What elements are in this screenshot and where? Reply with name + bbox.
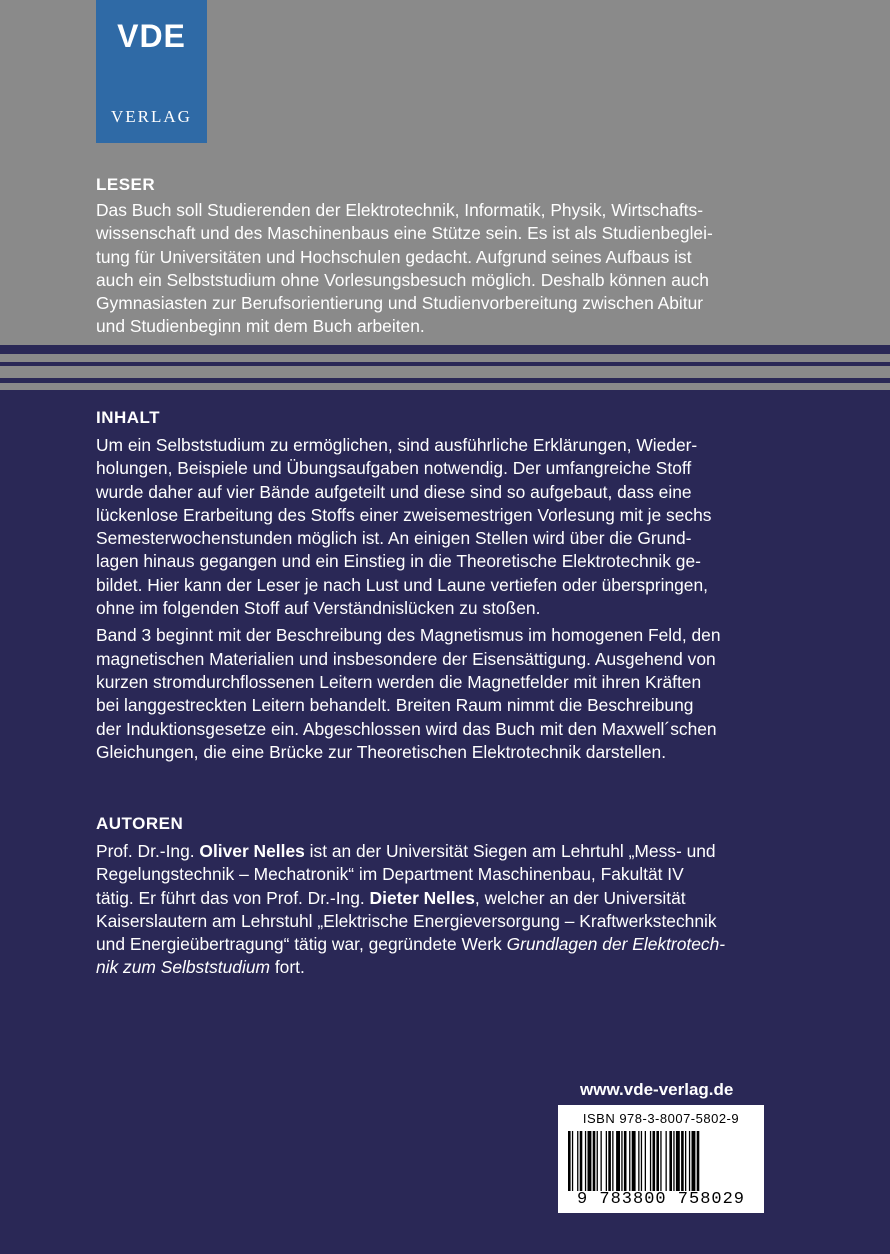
barcode-bar bbox=[572, 1131, 573, 1191]
author-name-dieter: Dieter Nelles bbox=[369, 887, 475, 908]
text-span: ist an der Universität Siegen am Lehrtuhl „Mess- und bbox=[304, 841, 716, 861]
barcode-bar bbox=[580, 1131, 583, 1191]
stripe-divider bbox=[0, 366, 890, 378]
text-line: Regelungstechnik – Mechatronik“ im Department Maschinenbau, Fakultät IV bbox=[96, 864, 684, 885]
barcode-bar bbox=[629, 1131, 630, 1191]
text-span: Prof. Dr.-Ing. bbox=[96, 841, 200, 861]
barcode-bar bbox=[673, 1131, 674, 1191]
text-span: und Energieübertragung“ tätig war, gegründete Werk bbox=[96, 934, 507, 955]
text-line: holungen, Beispiele und Übungsaufgaben notwendig. Der umfangreiche Stoff bbox=[96, 458, 692, 479]
barcode-bar bbox=[577, 1131, 578, 1191]
book-title: nik zum Selbststudium bbox=[96, 957, 270, 978]
barcode-bar bbox=[681, 1131, 684, 1191]
barcode-bar bbox=[612, 1131, 613, 1191]
barcode-bar bbox=[568, 1131, 571, 1191]
barcode-bar bbox=[632, 1131, 636, 1191]
barcode-bar bbox=[638, 1131, 639, 1191]
text-line: Um ein Selbststudium zu ermöglichen, sind ausführliche Erklärungen, Wieder- bbox=[96, 435, 698, 455]
text-line: magnetischen Materialien und insbesondere der Eisensättigung. Ausgehend von bbox=[96, 648, 716, 669]
barcode-number: 9 783800 758029 bbox=[576, 1190, 746, 1209]
author-name-oliver: Oliver Nelles bbox=[199, 841, 305, 861]
barcode-bar bbox=[608, 1131, 611, 1191]
barcode-bar bbox=[585, 1131, 586, 1191]
inhalt-heading: INHALT bbox=[96, 408, 161, 427]
inhalt-paragraph-1 bbox=[96, 434, 766, 620]
barcode-bar bbox=[624, 1131, 627, 1191]
text-span: , welcher an der Universität bbox=[474, 887, 686, 908]
text-line: Kaiserslautern am Lehrstuhl „Elektrische Energieversorgung – Kraftwerkstechnik bbox=[96, 910, 717, 931]
vde-verlag-logo bbox=[96, 0, 207, 143]
barcode-bar bbox=[669, 1131, 672, 1191]
barcode-bar bbox=[653, 1131, 656, 1191]
barcode-bars bbox=[568, 1131, 754, 1191]
text-line: Band 3 beginnt mit der Beschreibung des Magnetismus im homogenen Feld, den bbox=[96, 625, 721, 646]
isbn-label: ISBN 978-3-8007-5802-9 bbox=[582, 1111, 740, 1126]
leser-heading: LESER bbox=[96, 175, 156, 194]
barcode-bar bbox=[606, 1131, 607, 1191]
barcode-bar bbox=[601, 1131, 602, 1191]
text-line bbox=[96, 933, 766, 956]
text-line: wissenschaft und des Maschinenbaus eine Stütze sein. Es ist als Studienbeglei- bbox=[96, 223, 713, 244]
barcode-bar bbox=[685, 1131, 686, 1191]
text-line bbox=[96, 840, 766, 863]
text-line: Gymnasiasten zur Berufsorientierung und Studienvorbereitung zwischen Abitur bbox=[96, 293, 704, 314]
text-line: kurzen stromdurchflossenen Leitern werden die Magnetfelder mit ihren Kräften bbox=[96, 671, 702, 692]
text-line: der Induktionsgesetze ein. Abgeschlossen wird das Buch mit den Maxwell´schen bbox=[96, 718, 717, 739]
barcode-bar bbox=[689, 1131, 690, 1191]
barcode-bar bbox=[616, 1131, 620, 1191]
text-line: tung für Universitäten und Hochschulen gedacht. Aufgrund seines Aufbaus ist bbox=[96, 246, 692, 267]
barcode-bar bbox=[641, 1131, 642, 1191]
text-line bbox=[96, 887, 766, 910]
autoren-heading: AUTOREN bbox=[96, 814, 184, 833]
leser-paragraph bbox=[96, 199, 766, 339]
text-line: ohne im folgenden Stoff auf Verständnislücken zu stoßen. bbox=[96, 598, 541, 619]
barcode-bar bbox=[621, 1131, 622, 1191]
barcode-bar bbox=[676, 1131, 680, 1191]
text-line: auch ein Selbststudium ohne Vorlesungsbesuch möglich. Deshalb können auch bbox=[96, 269, 709, 290]
text-line: Das Buch soll Studierenden der Elektrotechnik, Informatik, Physik, Wirtschafts- bbox=[96, 200, 703, 220]
text-line: wurde daher auf vier Bände aufgeteilt und diese sind so aufgebaut, dass eine bbox=[96, 481, 692, 502]
logo-vde-text: VDE bbox=[117, 18, 186, 54]
text-line: Semesterwochenstunden möglich ist. An einigen Stellen wird über die Grund- bbox=[96, 528, 692, 549]
inhalt-paragraph-2 bbox=[96, 624, 766, 764]
barcode-bar bbox=[593, 1131, 596, 1191]
text-span: tätig. Er führt das von Prof. Dr.-Ing. bbox=[96, 887, 370, 908]
text-line bbox=[96, 956, 766, 979]
leser-section bbox=[96, 174, 766, 339]
stripe-divider bbox=[0, 354, 890, 362]
isbn-barcode bbox=[558, 1105, 764, 1213]
inhalt-section bbox=[96, 407, 766, 764]
stripe-divider bbox=[0, 345, 890, 350]
text-line: lückenlose Erarbeitung des Stoffs einer zweisemestrigen Vorlesung mit je sechs bbox=[96, 504, 712, 525]
barcode-bar bbox=[660, 1131, 661, 1191]
book-title: Grundlagen der Elektrotech- bbox=[506, 934, 726, 955]
barcode-bar bbox=[597, 1131, 598, 1191]
barcode-bar bbox=[588, 1131, 592, 1191]
stripe-divider bbox=[0, 383, 890, 390]
publisher-url[interactable]: www.vde-verlag.de bbox=[580, 1080, 734, 1099]
autoren-section bbox=[96, 813, 766, 980]
text-line: bei langgestreckten Leitern behandelt. Breiten Raum nimmt die Beschreibung bbox=[96, 695, 694, 716]
autoren-paragraph bbox=[96, 840, 766, 980]
text-span: fort. bbox=[269, 957, 305, 978]
barcode-bar bbox=[697, 1131, 700, 1191]
text-line: lagen hinaus gegangen und ein Einstieg in die Theoretische Elektrotechnik ge- bbox=[96, 551, 701, 572]
text-line: und Studienbeginn mit dem Buch arbeiten. bbox=[96, 316, 425, 337]
barcode-bar bbox=[650, 1131, 651, 1191]
text-line: bildet. Hier kann der Leser je nach Lust und Laune vertiefen oder überspringen, bbox=[96, 574, 708, 595]
barcode-bar bbox=[692, 1131, 696, 1191]
logo-verlag-text: VERLAG bbox=[111, 107, 192, 126]
barcode-bar bbox=[666, 1131, 667, 1191]
barcode-bar bbox=[645, 1131, 646, 1191]
text-line: Gleichungen, die eine Brücke zur Theoretischen Elektrotechnik darstellen. bbox=[96, 741, 667, 762]
barcode-bar bbox=[656, 1131, 659, 1191]
